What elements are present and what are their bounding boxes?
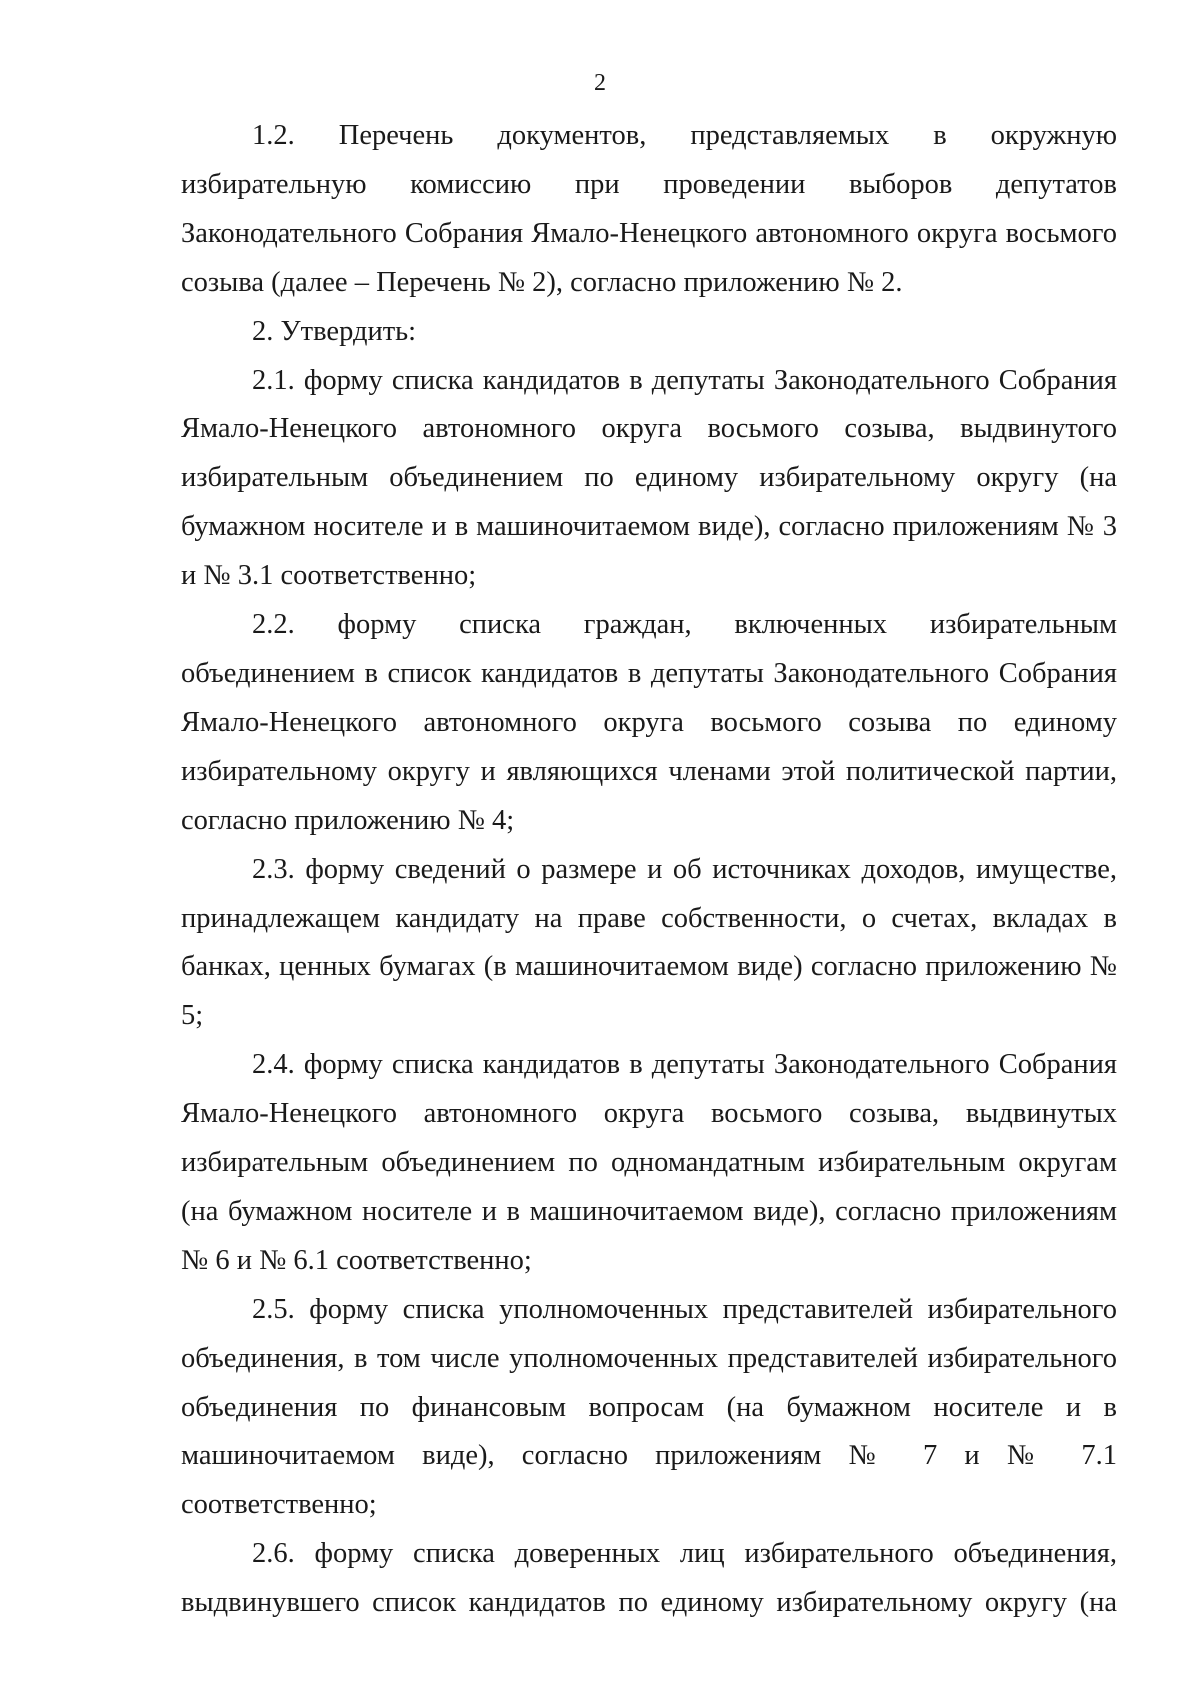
page-number: 2: [594, 70, 606, 96]
paragraph-2: 2. Утвердить:: [252, 315, 417, 347]
paragraph-2-2: 2.2. форму списка граждан, включенных избирательным объединением в список кандидатов в депутаты Законодательного Собрания Ямало-Ненецкого автономного округа восьмого созыва по единому избирательному округу и являющихся членами этой политической партии, согласно приложению № 4;: [181, 609, 1117, 836]
paragraph-2-1: 2.1. форму списка кандидатов в депутаты Законодательного Собрания Ямало-Ненецкого автономного округа восьмого созыва, выдвинутого избирательным объединением по единому избирательному округу (на бумажном носителе и в машиночитаемом виде), согласно приложениям № 3 и № 3.1 соответственно;: [181, 364, 1117, 592]
paragraph-1-2: 1.2. Перечень документов, представляемых в окружную избирательную комиссию при проведении выборов депутатов Законодательного Собрания Ямало-Ненецкого автономного округа восьмого созыва (далее – Перечень № 2), согласно приложению № 2.: [181, 120, 1117, 298]
paragraph-2-5: 2.5. форму списка уполномоченных представителей избирательного объединения, в том числе уполномоченных представителей избирательного объединения по финансовым вопросам (на бумажном носителе и в машиночитаемом виде), согласно приложениям № 7 и № 7.1 соответственно;: [181, 1293, 1117, 1521]
paragraph-2-4: 2.4. форму списка кандидатов в депутаты Законодательного Собрания Ямало-Ненецкого автономного округа восьмого созыва, выдвинутых избирательным объединением по одномандатным избирательным округам (на бумажном носителе и в машиночитаемом виде), согласно приложениям № 6 и № 6.1 соответственно;: [181, 1049, 1117, 1276]
document-body: [181, 112, 1117, 1628]
paragraph-2-6: 2.6. форму списка доверенных лиц избирательного объединения, выдвинувшего список кандидатов по единому избирательному округу (на: [181, 1538, 1117, 1619]
paragraph-2-3: 2.3. форму сведений о размере и об источниках доходов, имуществе, принадлежащем кандидату на праве собственности, о счетах, вкладах в банках, ценных бумагах (в машиночитаемом виде) согласно приложению № 5;: [181, 853, 1117, 1032]
